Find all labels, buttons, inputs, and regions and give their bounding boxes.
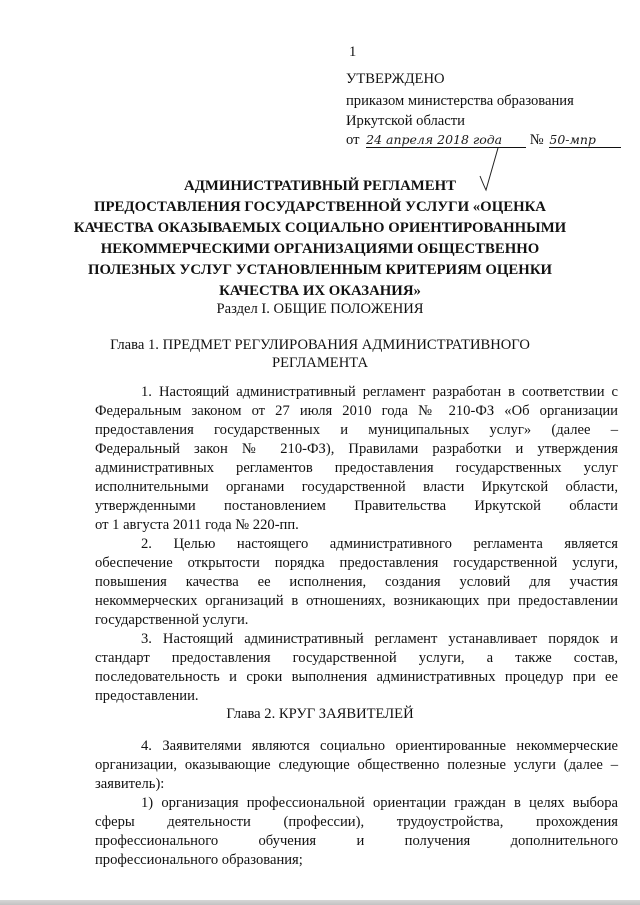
main-title-line: КАЧЕСТВА ОКАЗЫВАЕМЫХ СОЦИАЛЬНО ОРИЕНТИРОВАННЫМИ bbox=[73, 220, 567, 236]
page-number: 1 bbox=[349, 44, 357, 60]
main-title-line: ПРЕДОСТАВЛЕНИЯ ГОСУДАРСТВЕННОЙ УСЛУГИ «ОЦЕНКА bbox=[94, 199, 546, 215]
paragraph-line: повышения качества ее исполнения, создания условий для участия bbox=[95, 574, 618, 590]
list-item-line: 1) организация профессиональной ориентации граждан в целях выбора bbox=[141, 795, 618, 811]
chapter-heading: Глава 2. КРУГ ЗАЯВИТЕЛЕЙ bbox=[226, 706, 414, 722]
paragraph-line: исполнительными органами государственной власти Иркутской области, bbox=[95, 479, 618, 495]
paragraph-line: заявитель): bbox=[95, 776, 165, 792]
chapter-heading: Глава 1. ПРЕДМЕТ РЕГУЛИРОВАНИЯ АДМИНИСТРАТИВНОГО bbox=[110, 337, 530, 353]
handwritten-number: 50-мпр bbox=[549, 132, 621, 148]
handwritten-date: 24 апреля 2018 года bbox=[366, 132, 526, 148]
approval-from-label: от bbox=[346, 132, 360, 148]
scan-edge bbox=[0, 900, 640, 905]
paragraph-line: стандарт предоставления государственной услуги, а также состав, bbox=[95, 650, 618, 666]
approval-number-label: № bbox=[529, 132, 544, 148]
main-title-line: НЕКОММЕРЧЕСКИМИ ОРГАНИЗАЦИЯМИ ОБЩЕСТВЕННО bbox=[100, 241, 540, 257]
main-title-line: ПОЛЕЗНЫХ УСЛУГ УСТАНОВЛЕННЫМ КРИТЕРИЯМ ОЦЕНКИ bbox=[87, 262, 553, 278]
list-item-line: сферы деятельности (профессии), трудоустройства, прохождения bbox=[95, 814, 618, 830]
paragraph-line: обеспечение открытости порядка предоставления государственной услуги, bbox=[95, 555, 618, 571]
main-title-line: АДМИНИСТРАТИВНЫЙ РЕГЛАМЕНТ bbox=[184, 178, 456, 194]
paragraph-line: от 1 августа 2011 года № 220-пп. bbox=[95, 517, 299, 533]
approval-line-order: приказом министерства образования bbox=[346, 93, 574, 109]
paragraph-line: предоставлении. bbox=[95, 688, 199, 704]
paragraph-line: 4. Заявителями являются социально ориентированные некоммерческие bbox=[141, 738, 618, 754]
list-item-line: профессионального образования; bbox=[95, 852, 303, 868]
paragraph-line: организации, оказывающие следующие общественно полезные услуги (далее – bbox=[95, 757, 618, 773]
paragraph-line: 2. Целью настоящего административного регламента является bbox=[141, 536, 618, 552]
chapter-heading: РЕГЛАМЕНТА bbox=[272, 355, 368, 371]
main-title-line: КАЧЕСТВА ИХ ОКАЗАНИЯ» bbox=[219, 283, 421, 299]
paragraph-line: административных регламентов предоставления государственных услуг bbox=[95, 460, 618, 476]
paragraph-line: Федеральным законом от 27 июля 2010 года № 210-ФЗ «Об организации bbox=[95, 403, 618, 419]
paragraph-line: предоставления государственных и муниципальных услуг» (далее – bbox=[95, 422, 618, 438]
paragraph-line: последовательность и сроки выполнения административных процедур при ее bbox=[95, 669, 618, 685]
paragraph-line: Федеральный закон № 210-ФЗ), Правилами разработки и утверждения bbox=[95, 441, 618, 457]
approval-line-region: Иркутской области bbox=[346, 113, 465, 129]
section-heading: Раздел I. ОБЩИЕ ПОЛОЖЕНИЯ bbox=[216, 301, 424, 317]
approval-title: УТВЕРЖДЕНО bbox=[346, 71, 445, 87]
paragraph-line: 1. Настоящий административный регламент разработан в соответствии с bbox=[141, 384, 618, 400]
paragraph-line: 3. Настоящий административный регламент устанавливает порядок и bbox=[141, 631, 618, 647]
list-item-line: профессионального обучения и получения дополнительного bbox=[95, 833, 618, 849]
paragraph-line: государственной услуги. bbox=[95, 612, 249, 628]
paragraph-line: некоммерческих организаций в отношениях, возникающих при предоставлении bbox=[95, 593, 618, 609]
paragraph-line: утвержденными постановлением Правительства Иркутской области bbox=[95, 498, 618, 514]
